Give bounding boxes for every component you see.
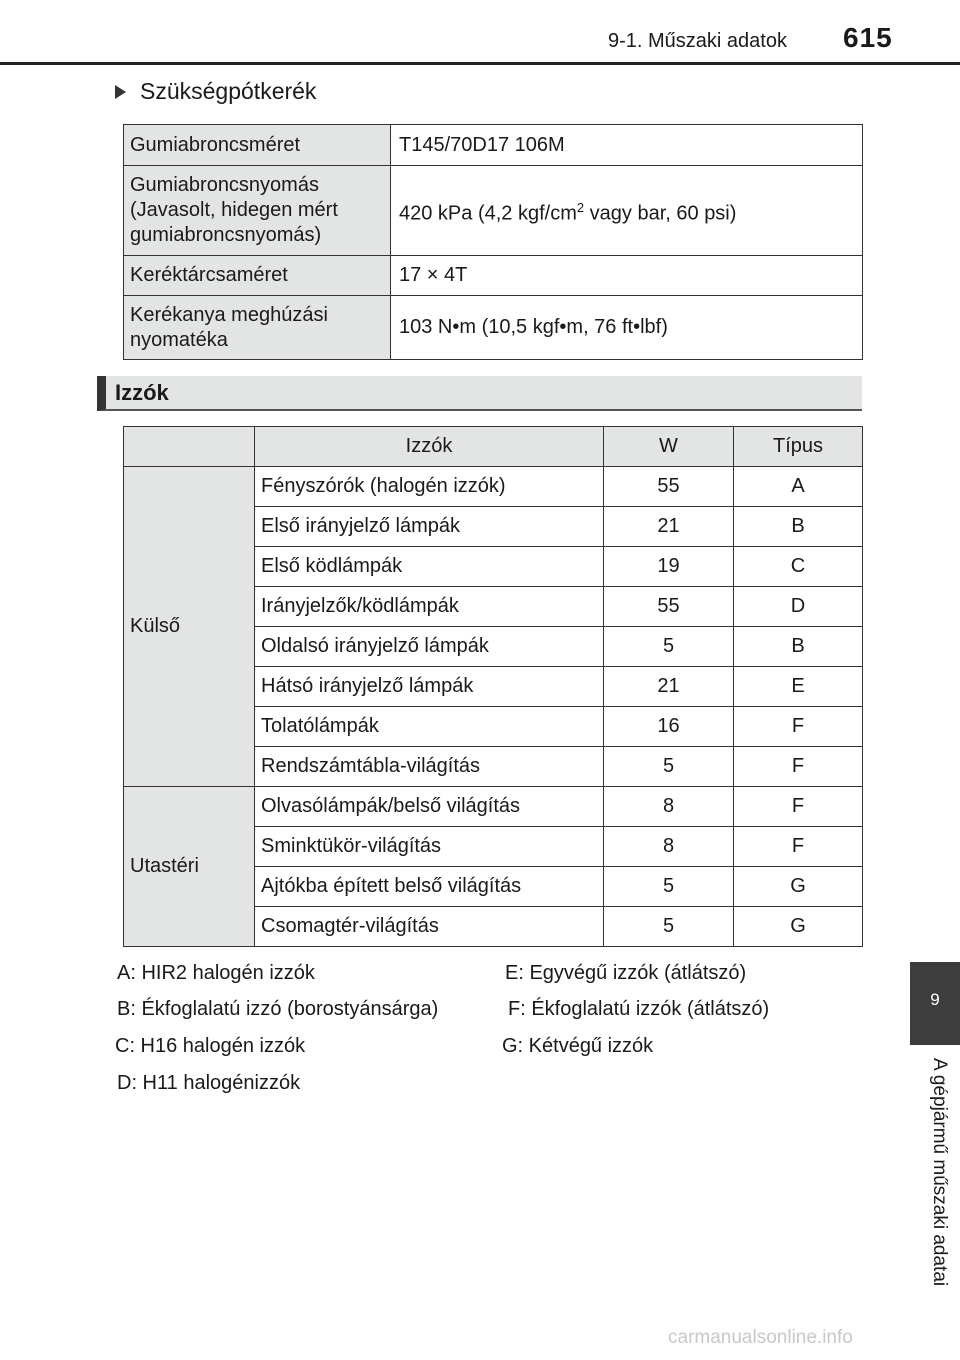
chapter-label: A gépjármű műszaki adatai <box>929 1058 950 1287</box>
bulb-name: Rendszámtábla-világítás <box>255 747 604 787</box>
bulb-type: F <box>734 827 863 867</box>
bulb-watt: 5 <box>604 867 734 907</box>
spec-value: 17 × 4T <box>391 256 863 296</box>
bulb-type: F <box>734 747 863 787</box>
bulb-watt: 16 <box>604 707 734 747</box>
bulb-type: G <box>734 907 863 947</box>
table-row <box>124 125 863 166</box>
bulb-name: Irányjelzők/ködlámpák <box>255 587 604 627</box>
subsection-title: Szükségpótkerék <box>140 78 317 104</box>
bulb-type: A <box>734 467 863 507</box>
table-row <box>124 296 863 360</box>
superscript: 2 <box>576 199 585 215</box>
bulb-type: C <box>734 547 863 587</box>
bulb-name: Fényszórók (halogén izzók) <box>255 467 604 507</box>
bulb-name: Hátsó irányjelző lámpák <box>255 667 604 707</box>
page-number: 615 <box>843 22 893 53</box>
bulb-table <box>123 426 863 947</box>
table-header-row <box>124 427 863 467</box>
spec-value-text: vagy bar, 60 psi) <box>584 202 737 225</box>
spec-value-text: 420 kPa (4,2 kgf/cm <box>399 202 577 225</box>
column-header: Típus <box>734 427 863 467</box>
header-section-title: 9-1. Műszaki adatok <box>608 30 787 52</box>
subsection-heading <box>115 78 316 105</box>
bulb-name: Első irányjelző lámpák <box>255 507 604 547</box>
bulb-watt: 5 <box>604 747 734 787</box>
bulb-type: F <box>734 707 863 747</box>
bulb-watt: 55 <box>604 467 734 507</box>
table-row <box>124 467 863 507</box>
bulb-watt: 5 <box>604 627 734 667</box>
bulb-type: F <box>734 787 863 827</box>
bulb-name: Ajtókba épített belső világítás <box>255 867 604 907</box>
bulb-watt: 8 <box>604 827 734 867</box>
legend-item: D: H11 halogénizzók <box>117 1072 301 1094</box>
watermark: carmanualsonline.info <box>668 1327 853 1348</box>
bulb-type: B <box>734 627 863 667</box>
bulb-name: Tolatólámpák <box>255 707 604 747</box>
spec-label: Gumiabroncsméret <box>124 125 391 166</box>
table-row <box>124 256 863 296</box>
group-label: Utastéri <box>124 787 255 947</box>
bulb-watt: 55 <box>604 587 734 627</box>
header-rule <box>0 62 960 65</box>
spec-value: 103 N•m (10,5 kgf•m, 76 ft•lbf) <box>391 296 863 360</box>
legend-item: A: HIR2 halogén izzók <box>117 962 315 984</box>
legend-item: G: Kétvégű izzók <box>502 1035 654 1057</box>
spec-label: Keréktárcsaméret <box>124 256 391 296</box>
legend-item: E: Egyvégű izzók (átlátszó) <box>505 962 747 984</box>
bulb-name: Csomagtér-világítás <box>255 907 604 947</box>
bulb-watt: 8 <box>604 787 734 827</box>
legend-item: B: Ékfoglalatú izzó (borostyánsárga) <box>117 998 439 1020</box>
chapter-number: 9 <box>930 990 940 1009</box>
section-banner <box>97 376 862 411</box>
bulb-name: Oldalsó irányjelző lámpák <box>255 627 604 667</box>
legend-item: C: H16 halogén izzók <box>115 1035 306 1057</box>
bulb-watt: 19 <box>604 547 734 587</box>
bulb-type: G <box>734 867 863 907</box>
triangle-bullet-icon <box>115 85 126 99</box>
column-header: Izzók <box>255 427 604 467</box>
spare-tire-spec-table <box>123 124 863 360</box>
bulb-watt: 21 <box>604 507 734 547</box>
spec-value <box>391 166 863 256</box>
spec-value: T145/70D17 106M <box>391 125 863 166</box>
spec-label: Gumiabroncsnyomás (Javasolt, hidegen mért gumiabroncsnyomás) <box>124 166 391 256</box>
bulb-type: B <box>734 507 863 547</box>
bulb-watt: 5 <box>604 907 734 947</box>
bulb-type: D <box>734 587 863 627</box>
spec-label: Kerékanya meghúzási nyomatéka <box>124 296 391 360</box>
group-label: Külső <box>124 467 255 787</box>
bulb-type: E <box>734 667 863 707</box>
bulb-name: Sminktükör-világítás <box>255 827 604 867</box>
column-header <box>124 427 255 467</box>
section-title: Izzók <box>115 380 169 405</box>
table-row <box>124 787 863 827</box>
column-header: W <box>604 427 734 467</box>
bulb-name: Első ködlámpák <box>255 547 604 587</box>
bulb-name: Olvasólámpák/belső világítás <box>255 787 604 827</box>
bulb-watt: 21 <box>604 667 734 707</box>
chapter-tab <box>910 962 960 1045</box>
legend-item: F: Ékfoglalatú izzók (átlátszó) <box>508 998 770 1020</box>
table-row <box>124 166 863 256</box>
